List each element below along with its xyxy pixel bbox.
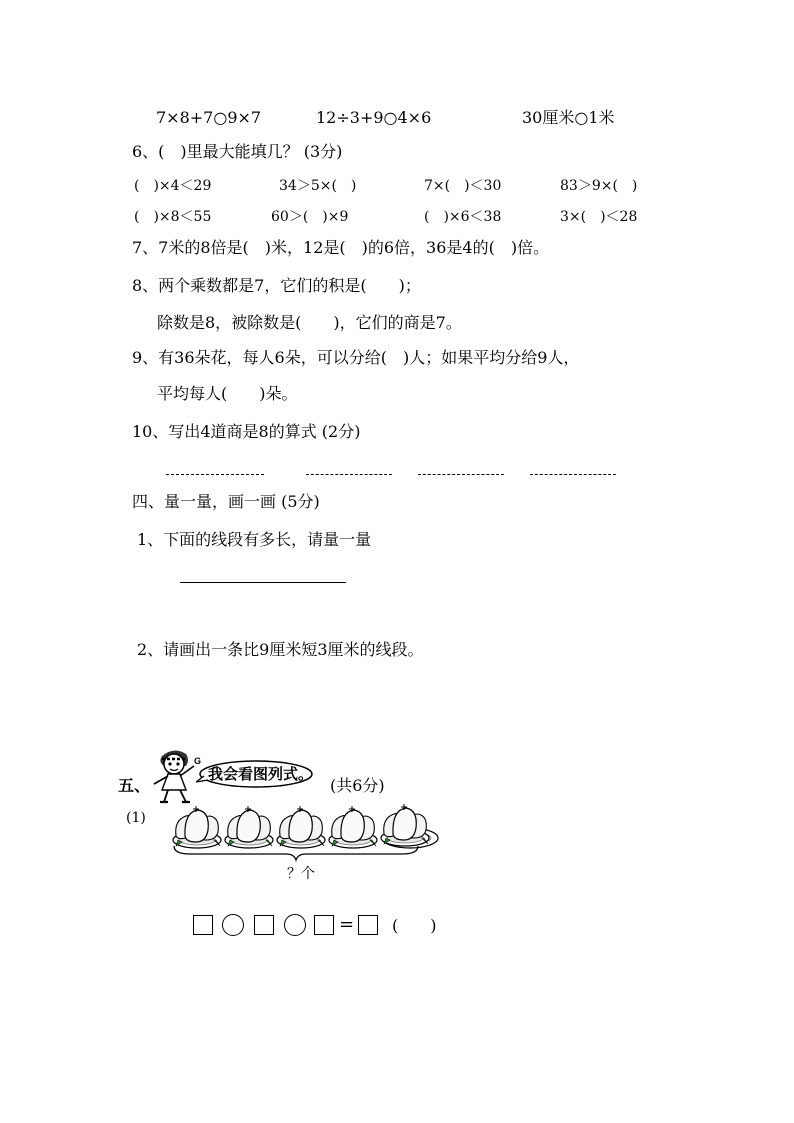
equation-result-box[interactable]: [358, 915, 378, 935]
q6-item-1: ( )×4＜29: [134, 178, 212, 194]
expr-compare-2: 12÷3+9○4×6: [316, 108, 432, 127]
section-4-q1: 1、下面的线段有多长，请量一量: [137, 530, 372, 549]
section-4-q2: 2、请画出一条比9厘米短3厘米的线段。: [137, 640, 424, 659]
equation-box-1[interactable]: [193, 915, 213, 935]
question-9-line-1: 9、有36朵花，每人6朵，可以分给( )人；如果平均分给9人，: [132, 348, 580, 367]
q6-item-8: 3×( )＜28: [560, 209, 638, 225]
operator-circle-1[interactable]: [222, 914, 244, 936]
q6-item-4: 83＞9×( ): [560, 178, 638, 194]
q6-item-3: 7×( )＜30: [424, 178, 502, 194]
question-9-line-2: 平均每人( )朵。: [157, 384, 298, 403]
measure-segment: [180, 582, 346, 583]
equation-box-3[interactable]: [314, 915, 334, 935]
question-10: 10、写出4道商是8的算式 (2分): [132, 422, 361, 441]
q6-item-6: 60＞( )×9: [271, 209, 349, 225]
equals-sign: =: [339, 914, 355, 935]
brace-label: ？个: [287, 866, 315, 882]
answer-blank-2[interactable]: [306, 474, 392, 475]
question-8-line-2: 除数是8，被除数是( )，它们的商是7。: [157, 313, 462, 332]
q6-item-2: 34＞5×( ): [279, 178, 357, 194]
question-6-title: 6、( )里最大能填几？ (3分): [132, 142, 343, 161]
q6-item-5: ( )×8＜55: [134, 209, 212, 225]
unit-parentheses[interactable]: ( ): [392, 916, 437, 935]
dumpling-plates-illustration: [170, 800, 442, 862]
expr-compare-3: 30厘米○1米: [522, 108, 615, 127]
q6-item-7: ( )×6＜38: [424, 209, 502, 225]
operator-circle-2[interactable]: [284, 914, 306, 936]
answer-blank-4[interactable]: [530, 474, 616, 475]
section-4-title: 四、量一量，画一画 (5分): [132, 492, 320, 511]
question-8-line-1: 8、两个乘数都是7，它们的积是( )；: [132, 276, 421, 295]
speech-bubble-text: 我会看图列式。: [208, 765, 314, 783]
expr-compare-1: 7×8+7○9×7: [156, 108, 262, 127]
answer-blank-1[interactable]: [166, 474, 264, 475]
answer-blank-3[interactable]: [418, 474, 504, 475]
equation-box-2[interactable]: [254, 915, 274, 935]
problem-1-label: (1): [126, 810, 146, 826]
section-5-number: 五、: [118, 776, 151, 795]
svg-text:G: G: [194, 756, 202, 766]
question-7: 7、7米的8倍是( )米，12是( )的6倍，36是4的( )倍。: [132, 238, 550, 257]
section-5-points: (共6分): [330, 776, 385, 795]
